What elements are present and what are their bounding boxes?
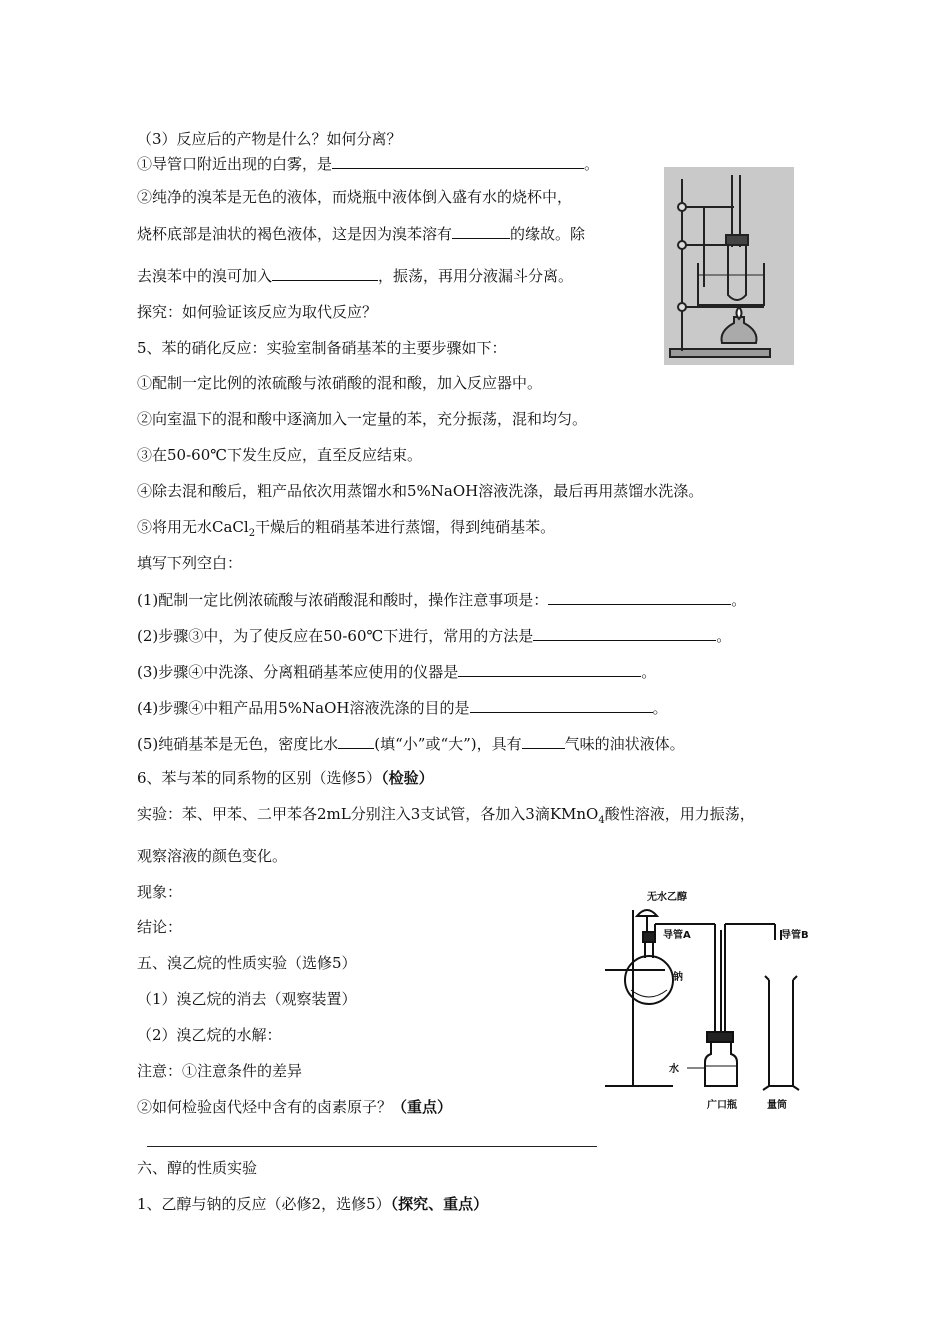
- ethanol-sodium-apparatus-figure: [603, 880, 821, 1118]
- line-16: (3)步骤④中洗涤、分离粗硝基苯应使用的仪器是 。: [137, 663, 657, 681]
- line-9: ②向室温下的混和酸中逐滴加入一定量的苯，充分振荡，混和均匀。: [137, 410, 588, 428]
- label-tube-b: 导管B: [781, 930, 809, 941]
- answer-blank[interactable]: [522, 733, 565, 749]
- line-11: ④除去混和酸后，粗产品依次用蒸馏水和5%NaOH溶液洗涤，最后再用蒸馏水洗涤。: [137, 482, 704, 500]
- line-3: ②纯净的溴苯是无色的液体，而烧瓶中液体倒入盛有水的烧杯中，: [137, 188, 573, 206]
- label-water: 水: [669, 1064, 679, 1075]
- label-sodium: 钠: [673, 972, 683, 983]
- answer-blank[interactable]: [533, 625, 716, 641]
- label-reagent: 无水乙醇: [647, 892, 687, 903]
- line-5: 去溴苯中的溴可加入 ，振荡，再用分液漏斗分离。: [137, 267, 574, 285]
- answer-blank[interactable]: [272, 265, 378, 281]
- line-10: ③在50-60℃下发生反应，直至反应结束。: [137, 446, 423, 464]
- line-30: 1、乙醇与钠的反应（必修2，选修5）（探究、重点）: [137, 1195, 489, 1213]
- line-28: ②如何检验卤代烃中含有的卤素原子？（重点）: [137, 1098, 453, 1116]
- answer-blank[interactable]: [452, 223, 510, 239]
- answer-blank[interactable]: [470, 697, 653, 713]
- line-12: ⑤将用无水CaCl$_2$干燥后的粗硝基苯进行蒸馏，得到纯硝基苯。: [137, 518, 556, 539]
- line-15: (2)步骤③中，为了使反应在50-60℃下进行，常用的方法是 。: [137, 627, 732, 645]
- line-7: 5、苯的硝化反应：实验室制备硝基苯的主要步骤如下：: [137, 339, 507, 357]
- answer-blank[interactable]: [332, 153, 584, 169]
- line-24: 五、溴乙烷的性质实验（选修5）: [137, 954, 357, 972]
- line-14: (1)配制一定比例浓硫酸与浓硝酸混和酸时，操作注意事项是： 。: [137, 591, 747, 609]
- line-20: 实验：苯、甲苯、二甲苯各2mL分别注入3支试管，各加入3滴KMnO$_4$酸性溶液，用力振荡，: [137, 805, 755, 826]
- line-17: (4)步骤④中粗产品用5%NaOH溶液洗涤的目的是 。: [137, 699, 668, 717]
- line-19: 6、苯与苯的同系物的区别（选修5）（检验）: [137, 769, 434, 787]
- line-1: （3）反应后的产物是什么？如何分离？: [137, 130, 402, 148]
- line-26: （2）溴乙烷的水解：: [137, 1026, 282, 1044]
- line-22: 现象：: [137, 883, 183, 901]
- label-tube-a: 导管A: [663, 930, 691, 941]
- answer-blank[interactable]: [548, 589, 731, 605]
- section-divider: [147, 1146, 597, 1147]
- line-8: ①配制一定比例的浓硫酸与浓硝酸的混和酸，加入反应器中。: [137, 374, 543, 392]
- answer-blank[interactable]: [458, 661, 641, 677]
- line-29: 六、醇的性质实验: [137, 1159, 258, 1177]
- line-4: 烧杯底部是油状的褐色液体，这是因为溴苯溶有 的缘故。除: [137, 225, 586, 243]
- label-cylinder: 量筒: [767, 1100, 787, 1111]
- line-13: 填写下列空白：: [137, 554, 243, 572]
- line-25: （1）溴乙烷的消去（观察装置）: [137, 990, 357, 1008]
- line-23: 结论：: [137, 918, 183, 936]
- answer-blank[interactable]: [338, 733, 374, 749]
- line-27: 注意：①注意条件的差异: [137, 1062, 303, 1080]
- line-2: ①导管口附近出现的白雾，是 。: [137, 155, 600, 173]
- bromobenzene-apparatus-figure: [664, 167, 794, 365]
- line-21: 观察溶液的颜色变化。: [137, 847, 288, 865]
- line-6: 探究：如何验证该反应为取代反应？: [137, 303, 378, 321]
- line-18: (5)纯硝基苯是无色，密度比水 (填“小”或“大”)，具有 气味的油状液体。: [137, 735, 685, 753]
- label-bottle: 广口瓶: [707, 1100, 737, 1111]
